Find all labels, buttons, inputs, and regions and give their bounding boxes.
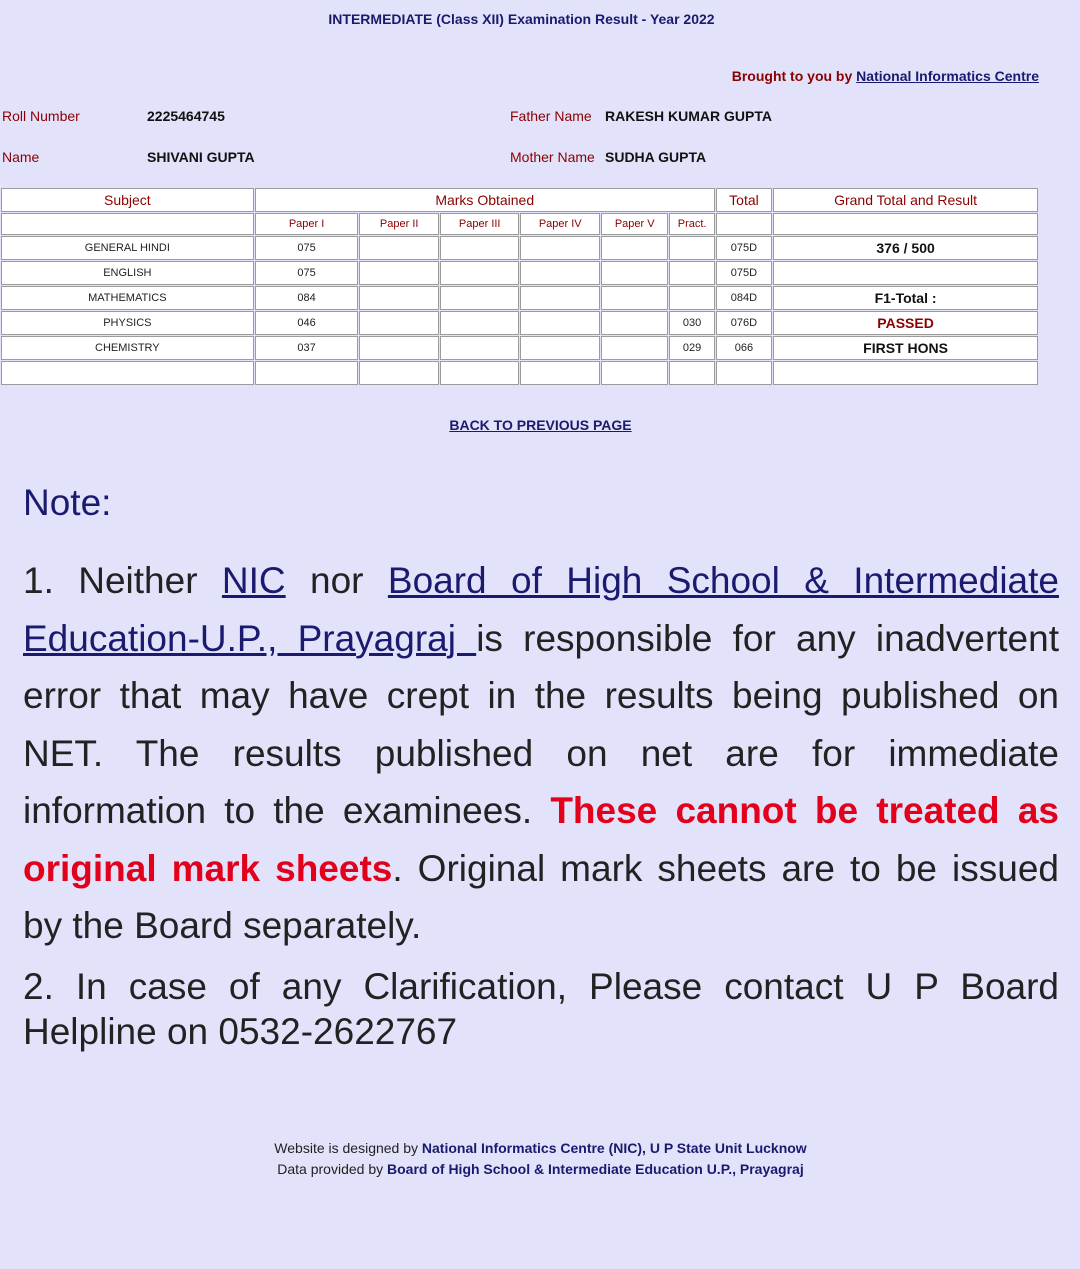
roll-number-value: 2225464745 — [147, 108, 225, 124]
subheader-empty — [1, 213, 254, 235]
empty-cell — [601, 336, 668, 360]
total-cell: 075D — [716, 261, 772, 285]
empty-cell — [359, 361, 439, 385]
subject-cell: ENGLISH — [1, 261, 254, 285]
paper-i-cell: 037 — [255, 336, 359, 360]
board-link[interactable]: Board of High School & Intermediate Education-U.P., Prayagraj — [23, 560, 1059, 659]
brought-prefix: Brought to you by — [731, 68, 857, 84]
paper-i-cell: 046 — [255, 311, 359, 335]
footer — [0, 1138, 1080, 1180]
note1-start: 1. Neither — [23, 560, 222, 601]
footer-board: Board of High School & Intermediate Education U.P., Prayagraj — [387, 1161, 804, 1177]
practical-cell — [669, 286, 714, 310]
note1-cont: is responsible for any inadvertent error that may have crept in the results being published on NET. The results published on net are for immediate information to the examinees. — [23, 617, 1059, 831]
footer-data-by: Data provided by — [277, 1161, 387, 1177]
total-cell: 084D — [716, 286, 772, 310]
warning-text: These cannot be treated as original mark sheets — [23, 790, 1060, 889]
subject-cell: CHEMISTRY — [1, 336, 254, 360]
note1-end: . Original mark sheets are to be issued by the Board separately. — [23, 847, 1059, 946]
empty-cell — [601, 361, 668, 385]
mother-name-label: Mother Name — [510, 149, 595, 165]
subheader-empty — [716, 213, 772, 235]
empty-cell — [520, 336, 600, 360]
empty-cell — [440, 261, 520, 285]
footer-line-1 — [0, 1138, 1080, 1159]
result-status: PASSED — [773, 311, 1038, 335]
paper-i-cell: 075 — [255, 261, 359, 285]
roll-number-label: Roll Number — [2, 108, 80, 124]
total-cell: 075D — [716, 236, 772, 260]
table-row — [1, 286, 1038, 310]
subject-header: Subject — [1, 188, 254, 212]
subject-cell: GENERAL HINDI — [1, 236, 254, 260]
empty-cell — [1, 361, 254, 385]
empty-cell — [601, 236, 668, 260]
table-row — [1, 336, 1038, 360]
table-row — [1, 236, 1038, 260]
grand-total-header: Grand Total and Result — [773, 188, 1038, 212]
empty-cell — [520, 361, 600, 385]
paper-ii-header: Paper II — [359, 213, 439, 235]
empty-cell — [601, 311, 668, 335]
note-paragraph-1 — [23, 552, 1059, 955]
empty-cell — [440, 311, 520, 335]
paper-i-header: Paper I — [255, 213, 359, 235]
marks-obtained-header: Marks Obtained — [255, 188, 715, 212]
empty-cell — [359, 261, 439, 285]
empty-cell — [440, 336, 520, 360]
footer-line-2 — [0, 1159, 1080, 1180]
empty-cell — [716, 361, 772, 385]
empty-cell — [669, 361, 714, 385]
empty-cell — [440, 236, 520, 260]
subject-cell: MATHEMATICS — [1, 286, 254, 310]
empty-cell — [520, 261, 600, 285]
practical-header: Pract. — [669, 213, 714, 235]
empty-cell — [601, 261, 668, 285]
name-value: SHIVANI GUPTA — [147, 149, 255, 165]
total-header: Total — [716, 188, 772, 212]
empty-cell — [359, 311, 439, 335]
grand-total-value: 376 / 500 — [773, 236, 1038, 260]
table-row — [1, 361, 1038, 385]
note1-mid: nor — [285, 560, 388, 601]
mother-name-value: SUDHA GUPTA — [605, 149, 707, 165]
note-heading: Note: — [23, 482, 112, 523]
name-label: Name — [2, 149, 40, 165]
subheader-empty — [773, 213, 1038, 235]
father-name-value: RAKESH KUMAR GUPTA — [605, 108, 772, 124]
table-header-row — [1, 188, 1038, 212]
nic-link[interactable]: National Informatics Centre — [856, 68, 1039, 84]
paper-iv-header: Paper IV — [520, 213, 600, 235]
practical-cell — [669, 261, 714, 285]
back-to-previous-page-link[interactable]: BACK TO PREVIOUS PAGE — [449, 417, 632, 433]
marks-table — [0, 187, 1039, 386]
empty-cell — [601, 286, 668, 310]
total-cell: 066 — [716, 336, 772, 360]
division-cell: FIRST HONS — [773, 336, 1038, 360]
practical-cell: 029 — [669, 336, 714, 360]
footer-designed-by: Website is designed by — [274, 1140, 422, 1156]
paper-v-header: Paper V — [601, 213, 668, 235]
empty-cell — [773, 361, 1038, 385]
empty-cell — [520, 236, 600, 260]
paper-iii-header: Paper III — [440, 213, 520, 235]
practical-cell: 030 — [669, 311, 714, 335]
empty-cell — [359, 286, 439, 310]
paper-i-cell: 075 — [255, 236, 359, 260]
total-cell: 076D — [716, 311, 772, 335]
empty-cell — [359, 336, 439, 360]
empty-cell — [520, 311, 600, 335]
empty-cell — [359, 236, 439, 260]
subject-cell: PHYSICS — [1, 311, 254, 335]
note-paragraph-2: 2. In case of any Clarification, Please contact U P Board Helpline on 0532-2622767 — [23, 966, 1059, 1052]
result-cell — [773, 261, 1038, 285]
table-row — [1, 261, 1038, 285]
table-subheader-row — [1, 213, 1038, 235]
table-row — [1, 311, 1038, 335]
nic-note-link[interactable]: NIC — [221, 560, 286, 601]
brought-to-you-by — [732, 68, 1039, 84]
paper-i-cell: 084 — [255, 286, 359, 310]
footer-nic: National Informatics Centre (NIC), U P State Unit Lucknow — [421, 1140, 807, 1156]
father-name-label: Father Name — [510, 108, 592, 124]
empty-cell — [520, 286, 600, 310]
empty-cell — [255, 361, 359, 385]
empty-cell — [440, 361, 520, 385]
f1-total-label: F1-Total : — [773, 286, 1038, 310]
empty-cell — [440, 286, 520, 310]
practical-cell — [669, 236, 714, 260]
page-title: INTERMEDIATE (Class XII) Examination Result - Year 2022 — [328, 11, 715, 27]
